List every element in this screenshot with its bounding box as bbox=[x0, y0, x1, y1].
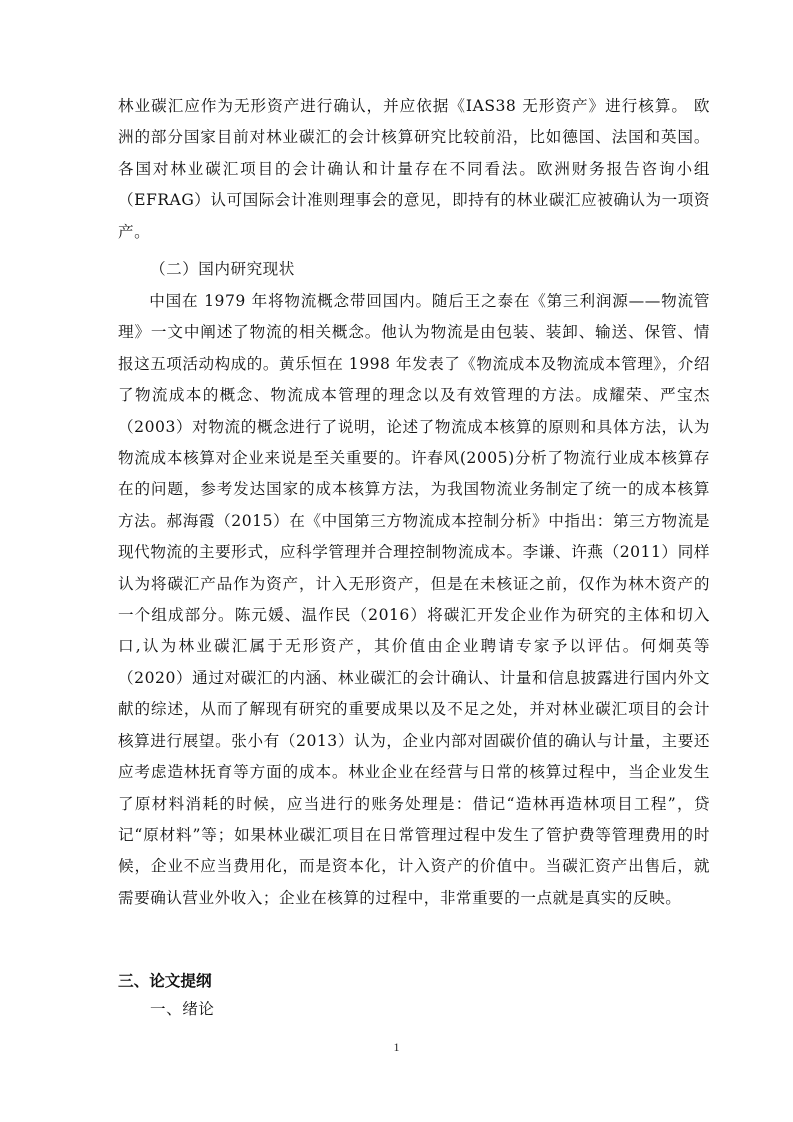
section-heading: 三、论文提纲 bbox=[118, 972, 212, 990]
body-paragraph-1: 林业碳汇应作为无形资产进行确认，并应依据《IAS38 无形资产》进行核算。 欧洲的部分国家目前对林业碳汇的会计核算研究比较前沿，比如德国、法国和英国。各国对林业碳汇项目的会计确认和计量存在不同看法。欧洲财务报告咨询小组（EFRAG）认可国际会计准则理事会的意见，即持有的林业碳汇应被确认为一项资产。 bbox=[118, 97, 710, 241]
outline-item: 一、绪论 bbox=[150, 1000, 215, 1018]
subsection-heading: （二）国内研究现状 bbox=[150, 260, 295, 278]
page-number: 1 bbox=[393, 1040, 400, 1054]
body-paragraph-2: 中国在 1979 年将物流概念带回国内。随后王之泰在《第三利润源——物流管理》一文中阐述了物流的相关概念。他认为物流是由包装、装卸、输送、保管、情报这五项活动构成的。黄乐恒在 1998 年发表了《物流成本及物流成本管理》，介绍了物流成本的概念、物流成本管理的理念以及有效管理的方法。成耀荣、严宝杰（2003）对物流的概念进行了说明，论述了物流成本核算的原则和具体方法，认为物流成本核算对企业来说是至关重要的。许春风(2005)分析了物流行业成本核算存在的问题，参考发达国家的成本核算方法，为我国物流业务制定了统一的成本核算方法。郝海霞（2015）在《中国第三方物流成本控制分析》中指出：第三方物流是现代物流的主要形式，应科学管理并合理控制物流成本。李谦、许燕（2011）同样认为将碳汇产品作为资产，计入无形资产，但是在未核证之前，仅作为林木资产的一个组成部分。陈元媛、温作民（2016）将碳汇开发企业作为研究的主体和切入口,认为林业碳汇属于无形资产，其价值由企业聘请专家予以评估。何炯英等（2020）通过对碳汇的内涵、林业碳汇的会计确认、计量和信息披露进行国内外文献的综述，从而了解现有研究的重要成果以及不足之处，并对林业碳汇项目的会计核算进行展望。张小有（2013）认为，企业内部对固碳价值的确认与计量，主要还应考虑造林抚育等方面的成本。林业企业在经营与日常的核算过程中，当企业发生了原材料消耗的时候，应当进行的账务处理是：借记“造林再造林项目工程”，贷记“原材料”等；如果林业碳汇项目在日常管理过程中发生了管护费等管理费用的时候，企业不应当费用化，而是资本化，计入资产的价值中。当碳汇资产出售后，就需要确认营业外收入；企业在核算的过程中，非常重要的一点就是真实的反映。 bbox=[118, 292, 710, 907]
